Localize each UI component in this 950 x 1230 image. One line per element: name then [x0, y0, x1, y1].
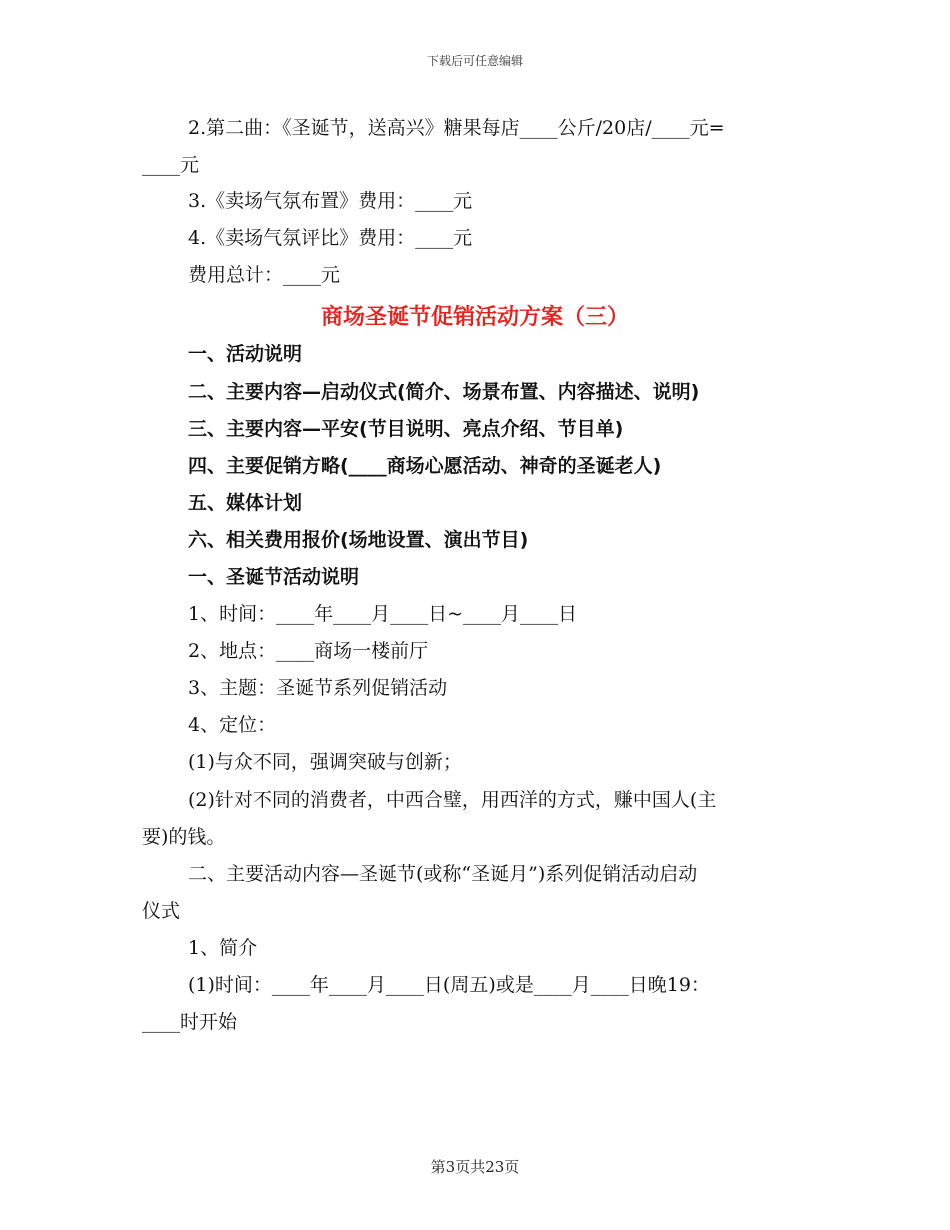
text-line: 3.《卖场气氛布置》费用：____元 [188, 190, 473, 212]
detail-line: 要)的钱。 [142, 826, 226, 848]
detail-line: (2)针对不同的消费者，中西合璧，用西洋的方式，赚中国人(主 [188, 789, 717, 811]
outline-item: 四、主要促销方略(____商场心愿活动、神奇的圣诞老人) [188, 455, 662, 477]
detail-line: 2、地点：____商场一楼前厅 [188, 640, 429, 662]
detail-line: 仪式 [142, 900, 181, 922]
page-footer: 第3页共23页 [430, 1158, 520, 1176]
text-line: 2.第二曲：《圣诞节，送高兴》糖果每店____公斤/20店/____元= [188, 117, 725, 139]
detail-line: 3、主题：圣诞节系列促销活动 [188, 677, 448, 699]
section-title: 商场圣诞节促销活动方案（三） [320, 305, 629, 330]
detail-line: 4、定位： [188, 714, 277, 736]
detail-line: ____时开始 [142, 1011, 238, 1033]
outline-item: 一、活动说明 [188, 343, 303, 365]
detail-line: 1、时间：____年____月____日~____月____日 [188, 603, 578, 625]
detail-line: (1)与众不同，强调突破与创新； [188, 751, 462, 773]
text-line: 4.《卖场气氛评比》费用：____元 [188, 227, 473, 249]
outline-item: 二、主要内容—启动仪式(简介、场景布置、内容描述、说明) [188, 381, 700, 403]
detail-line: 1、简介 [188, 937, 258, 959]
detail-line: 二、主要活动内容—圣诞节(或称“圣诞月”)系列促销活动启动 [188, 863, 698, 885]
outline-item: 一、圣诞节活动说明 [188, 566, 360, 588]
outline-item: 五、媒体计划 [188, 492, 303, 514]
page-header: 下载后可任意编辑 [426, 54, 523, 68]
text-line: ____元 [142, 154, 200, 176]
outline-item: 三、主要内容—平安(节目说明、亮点介绍、节目单) [188, 418, 624, 440]
text-line: 费用总计：____元 [188, 264, 341, 286]
detail-line: (1)时间：____年____月____日(周五)或是____月____日晚19： [188, 974, 710, 996]
outline-item: 六、相关费用报价(场地设置、演出节目) [188, 529, 529, 551]
